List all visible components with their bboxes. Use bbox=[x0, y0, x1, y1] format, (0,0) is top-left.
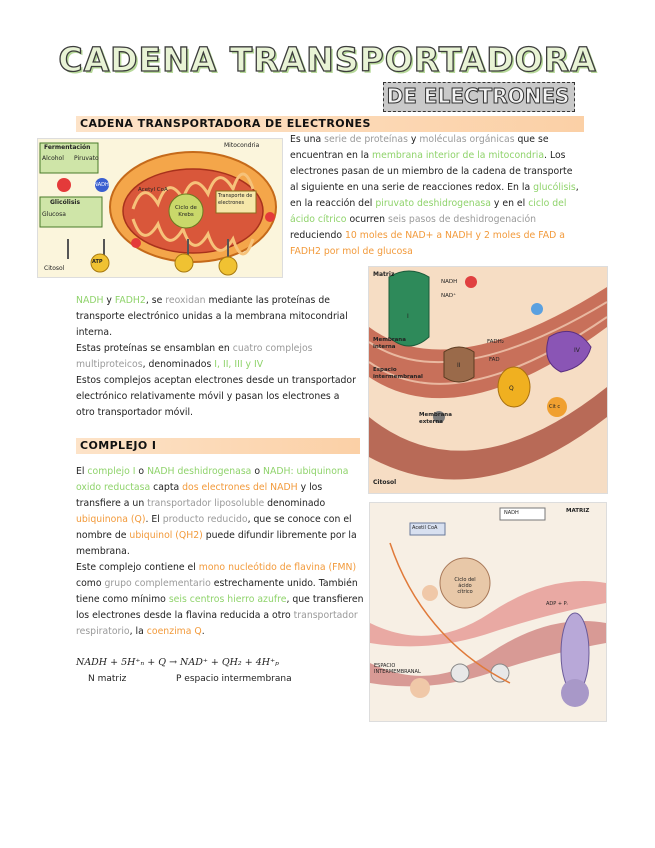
label-glucosa: Glucosa bbox=[42, 211, 66, 218]
label-complex-i: I bbox=[407, 313, 409, 320]
label-nadh-2: NADH bbox=[441, 279, 458, 285]
complexes-run: NADH bbox=[76, 295, 104, 306]
label-complex-ii: II bbox=[457, 362, 461, 369]
complejo-i-run: mono nucleótido de flavina (FMN) bbox=[198, 562, 357, 573]
complexes-run: reoxidan bbox=[165, 295, 206, 306]
complejo-i-run: El bbox=[76, 466, 88, 477]
complejo-i-run: Este complejo contiene el bbox=[76, 562, 199, 573]
complejo-i-run: ubiquinona (Q) bbox=[76, 514, 146, 525]
intro-run: , en la reacción del bbox=[290, 182, 579, 209]
label-complex-iv: IV bbox=[574, 347, 580, 354]
label-transporte: Transporte de electrones bbox=[218, 193, 253, 206]
complexes-run: , denominados bbox=[142, 359, 215, 370]
complejo-i-run: grupo complementario bbox=[104, 578, 211, 589]
complejo-i-run: capta bbox=[150, 482, 183, 493]
label-acetil-3: Acetil CoA bbox=[412, 525, 438, 531]
label-mitocondria: Mitocondria bbox=[224, 142, 260, 149]
intro-run: Es una bbox=[290, 134, 325, 145]
label-espacio-3: ESPACIO INTERMEMBRANAL bbox=[374, 663, 421, 675]
intro-run: seis pasos de deshidrogenación bbox=[387, 214, 537, 225]
label-atp: ATP bbox=[92, 259, 103, 265]
reaction-equation: NADH + 5H⁺ₙ + Q → NAD⁺ + QH₂ + 4H⁺ₚ bbox=[76, 657, 279, 668]
complexes-run: FADH2 bbox=[114, 295, 146, 306]
membrane-figure bbox=[368, 266, 608, 494]
label-acetil: Acetyl CoA bbox=[138, 187, 168, 193]
intro-run: reduciendo bbox=[290, 230, 345, 241]
legend-matriz: N matriz bbox=[88, 674, 127, 684]
complejo-i-run: , que transfieren los electrones desde la flavina reducida a otro bbox=[76, 594, 364, 621]
complejo-i-run: producto reducido bbox=[162, 514, 248, 525]
complejo-i-run: y los transfiere a un bbox=[76, 482, 323, 509]
label-nadh: NADH bbox=[94, 182, 109, 188]
label-glicolisis: Glicólisis bbox=[50, 199, 81, 206]
intro-run: . Los electrones pasan de un miembro de la cadena de transporte al siguiente en una serie de reacciones redox. En la bbox=[290, 150, 573, 193]
page-title: CADENA TRANSPORTADORA bbox=[58, 40, 597, 79]
label-alcohol: Alcohol bbox=[42, 155, 64, 162]
complexes-run: Estas proteínas se ensamblan en bbox=[76, 343, 233, 354]
legend-espacio: P espacio intermembrana bbox=[176, 674, 292, 684]
intro-run: membrana interior de la mitocondria bbox=[372, 150, 545, 161]
label-citosol: Citosol bbox=[44, 265, 65, 272]
label-membrana-interna: Membrana interna bbox=[373, 337, 406, 350]
complejo-i-run: puede difundir libremente por la membrana. bbox=[76, 530, 357, 557]
label-krebs: Ciclo de Krebs bbox=[175, 205, 197, 218]
intro-run: y en el bbox=[490, 198, 529, 209]
intro-run: y bbox=[407, 134, 420, 145]
complejo-i-paragraph bbox=[76, 464, 366, 640]
label-piruvato: Piruvato bbox=[74, 155, 99, 162]
label-espacio: Espacio intermembranal bbox=[373, 367, 423, 380]
complejo-i-run: . El bbox=[145, 514, 163, 525]
label-cit-c: Cit c bbox=[549, 404, 561, 410]
label-q: Q bbox=[509, 385, 514, 392]
cellular-respiration-figure bbox=[37, 138, 283, 278]
complejo-i-run: como bbox=[76, 578, 105, 589]
complejo-i-run: o bbox=[251, 466, 263, 477]
complejo-i-run: NADH deshidrogenasa bbox=[147, 466, 252, 477]
intro-run: 10 moles de NAD+ a NADH y 2 moles de FAD a FADH2 por mol de glucosa bbox=[290, 230, 565, 257]
complejo-i-run: transportador respiratorio bbox=[76, 610, 358, 637]
complejo-i-run: NADH: ubiquinona oxido reductasa bbox=[76, 466, 349, 493]
complejo-i-run: estrechamente unido. También tiene como mínimo bbox=[76, 578, 358, 605]
complejo-i-run: dos electrones del NADH bbox=[182, 482, 298, 493]
complejo-i-run: , la bbox=[129, 626, 147, 637]
pathway-figure bbox=[369, 502, 607, 722]
complejo-i-run: denominado bbox=[264, 498, 326, 509]
complexes-run: cuatro complejos multiproteicos bbox=[76, 343, 313, 370]
complejo-i-run: . bbox=[201, 626, 205, 637]
intro-run: que se encuentran en la bbox=[290, 134, 549, 161]
label-citosol-2: Citosol bbox=[373, 479, 397, 486]
complejo-i-run: o bbox=[135, 466, 148, 477]
intro-run: ciclo del ácido cítrico bbox=[290, 198, 567, 225]
intro-run: ocurren bbox=[346, 214, 388, 225]
page-subtitle: DE ELECTRONES bbox=[386, 84, 570, 108]
complejo-i-run: complejo I bbox=[87, 466, 136, 477]
intro-run: glucólisis bbox=[533, 182, 576, 193]
complexes-run: y bbox=[103, 295, 115, 306]
complexes-run: , se bbox=[145, 295, 166, 306]
complejo-i-run: seis centros hierro azufre bbox=[168, 594, 287, 605]
section-heading-cadena: CADENA TRANSPORTADORA DE ELECTRONES bbox=[76, 116, 584, 132]
complejo-i-run: ubiquinol (QH2) bbox=[129, 530, 203, 541]
section-heading-complejo-i: COMPLEJO I bbox=[76, 438, 360, 454]
complejo-i-run: transportador liposoluble bbox=[147, 498, 265, 509]
label-adp: ADP + Pᵢ bbox=[546, 601, 568, 607]
label-fadh2: FADH₂ bbox=[487, 339, 504, 345]
complexes-run: mediante las proteínas de transporte electrónico unidas a la membrana mitocondrial interna. bbox=[76, 295, 348, 338]
pathway-diagram bbox=[370, 503, 606, 721]
complejo-i-run: , que se conoce con el nombre de bbox=[76, 514, 352, 541]
intro-run: serie de proteínas bbox=[324, 134, 408, 145]
label-membrana-externa: Membrana externa bbox=[419, 412, 452, 425]
complexes-run: I, II, III y IV bbox=[214, 359, 264, 370]
label-nad-2: NAD⁺ bbox=[441, 293, 457, 299]
intro-run: moléculas orgánicas bbox=[419, 134, 515, 145]
complexes-run: Estos complejos aceptan electrones desde un transportador electrónico relativamente móvil y pasan los electrones a otro transportador móvil. bbox=[76, 375, 356, 418]
intro-paragraph bbox=[290, 132, 582, 260]
complejo-i-run: coenzima Q bbox=[146, 626, 202, 637]
label-matriz: Matriz bbox=[373, 271, 395, 278]
label-nadh-3: NADH bbox=[504, 510, 519, 516]
label-fad: FAD bbox=[489, 357, 500, 363]
label-ciclo-citrico: Ciclo del ácido cítrico bbox=[454, 577, 476, 595]
complexes-paragraph bbox=[76, 293, 358, 421]
label-fermentacion: Fermentación bbox=[44, 144, 91, 151]
intro-run: piruvato deshidrogenasa bbox=[375, 198, 491, 209]
label-matriz-3: MATRIZ bbox=[566, 508, 590, 514]
